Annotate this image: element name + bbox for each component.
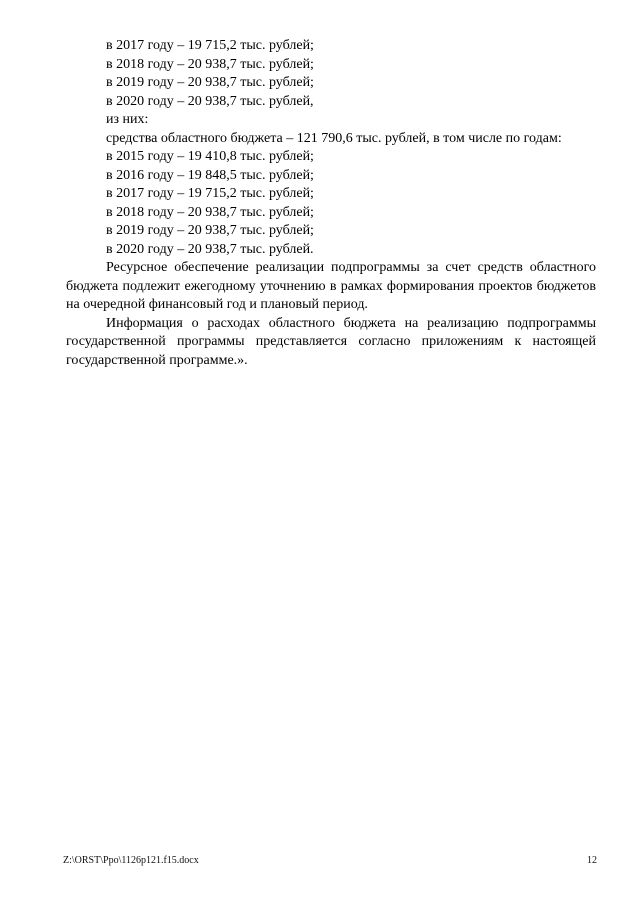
budget-line-2018: в 2018 году – 20 938,7 тыс. рублей; <box>106 204 314 220</box>
budget-line-2016: в 2016 году – 19 848,5 тыс. рублей; <box>106 167 314 183</box>
file-path-label: Z:\ORST\Ppo\1126p121.f15.docx <box>63 855 199 866</box>
budget-line-2020: в 2020 году – 20 938,7 тыс. рублей. <box>106 241 314 257</box>
expenditure-info-paragraph: Информация о расходах областного бюджета на реализацию подпрограммы государственной программы представляется согласно приложениям к настоящей государственной программе.». <box>66 315 596 368</box>
funding-line-2019: в 2019 году – 20 938,7 тыс. рублей; <box>106 75 314 90</box>
budget-line-2017: в 2017 году – 19 715,2 тыс. рублей; <box>106 186 314 201</box>
funding-line-2018: в 2018 году – 20 938,7 тыс. рублей; <box>106 56 314 72</box>
resource-support-paragraph: Ресурсное обеспечение реализации подпрограммы за счет средств областного бюджета подлежит ежегодному уточнению в рамках формирования проектов бюджетов на очередной финансовый год и плановый период. <box>66 260 596 312</box>
funding-line-2020: в 2020 году – 20 938,7 тыс. рублей, <box>106 93 314 109</box>
budget-line-2015: в 2015 году – 19 410,8 тыс. рублей; <box>106 149 314 164</box>
document-body <box>66 37 596 370</box>
budget-line-2019: в 2019 году – 20 938,7 тыс. рублей; <box>106 223 314 238</box>
page-number: 12 <box>587 855 597 866</box>
funding-line-2017: в 2017 году – 19 715,2 тыс. рублей; <box>106 38 314 53</box>
regional-budget-paragraph: средства областного бюджета – 121 790,6 тыс. рублей, в том числе по годам: <box>106 130 562 146</box>
of-which-label: из них: <box>106 112 149 127</box>
